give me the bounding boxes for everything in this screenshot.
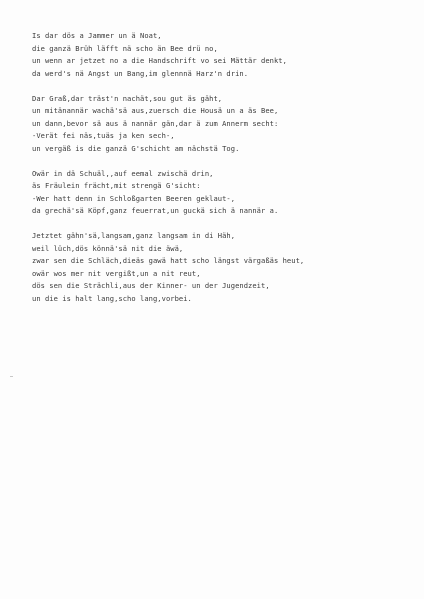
stanza-1 — [32, 30, 417, 80]
poem-line: weil lüch,dös könnä'sä nit die äwä, — [32, 243, 184, 253]
poem-line: zwar sen die Schläch,dieäs gawä hatt scho längst värgaßäs heut, — [32, 256, 305, 265]
poem-line: die ganzä Brüh läfft nä scho än Bee drü no, — [32, 43, 218, 53]
poem-line: Dar Graß,dar träst'n nachät,sou gut äs gäht, — [32, 93, 223, 103]
poem-line: -Wer hatt denn in Schloßgarten Beeren geklaut-, — [32, 193, 236, 203]
poem-line: Is dar dös a Jammer un ä Noat, — [32, 31, 162, 40]
poem-line: Jetztet gähn'sä,langsam,ganz langsam in di Häh, — [32, 231, 236, 240]
poem-line: un vergäß is die ganzä G'schicht am nächstä Tog. — [32, 143, 240, 153]
poem-line: Owär in dä Schuäl,,auf eemal zwischä drin, — [32, 168, 214, 178]
poem-line: un die is halt lang,scho lang,vorbei. — [32, 293, 192, 303]
scan-mark — [10, 376, 13, 377]
poem-line: un wenn ar jetzet no a die Handschrift vo sei Mättär denkt, — [32, 56, 287, 65]
stanza-4 — [32, 230, 417, 305]
poem-line: dös sen die Strächli,aus der Kinner- un der Jugendzeit, — [32, 281, 270, 290]
poem-line: un dann,bevor sä aus ä nannär gän,dar ä zum Annerm secht: — [32, 118, 279, 128]
poem-line: da grechä'sä Köpf,ganz feuerrat,un guckä sich ä nannär a. — [32, 206, 279, 215]
stanza-2 — [32, 93, 417, 156]
poem-line: owär wos mer nit vergißt,un a nit reut, — [32, 268, 201, 278]
poem-text — [32, 30, 417, 318]
poem-line: da werd's nä Angst un Bang,im glennnä Harz'n drin. — [32, 68, 249, 78]
poem-line: -Verät fei näs,tuäs ja ken sech-, — [32, 131, 175, 140]
poem-line: äs Fräulein frächt,mit strengä G'sicht: — [32, 181, 201, 190]
poem-line: un mitänannär wachä'sä aus,zuersch die Housä un a äs Bee, — [32, 106, 279, 115]
stanza-3 — [32, 168, 417, 218]
